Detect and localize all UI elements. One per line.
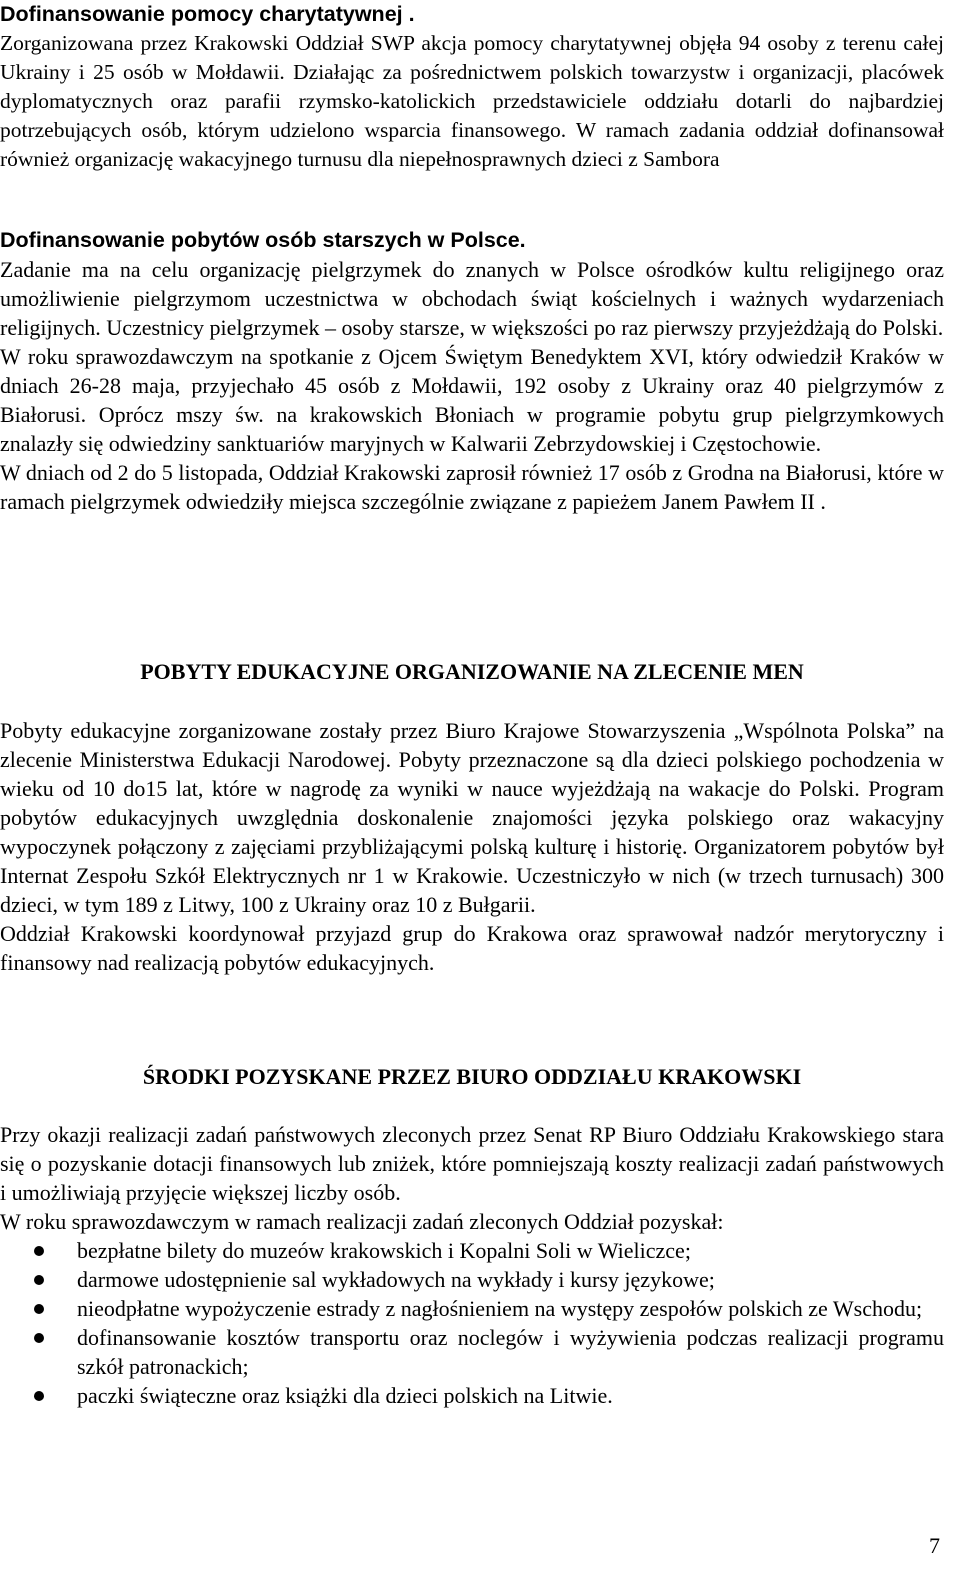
paragraph-seniors-2: W roku sprawozdawczym na spotkanie z Ojcem Świętym Benedyktem XVI, który odwiedził Kraków w dniach 26-28 maja, przyjechało 45 osób z Mołdawii, 192 osoby z Ukrainy oraz 40 pielgrzymów z Białorusi. Oprócz mszy św. na krakowskich Błoniach w programie pobytu grup pielgrzymkowych znalazły się odwiedziny sanktuariów maryjnych w Kalwarii Zebrzydowskiej i Częstochowie.	[0, 344, 944, 456]
paragraph-educational-1: Pobyty edukacyjne zorganizowane zostały przez Biuro Krajowe Stowarzyszenia „Wspólnota Polska” na zlecenie Ministerstwa Edukacji Narodowej. Pobyty przeznaczone są dla dzieci polskiego pochodzenia w wieku od 10 do15 lat, które w nagrodę za wyniki w nauce wyjeżdżają na wakacje do Polski. Program pobytów edukacyjnych uwzględnia doskonalenie znajomości języka polskiego oraz wakacyjny wypoczynek połączony z zajęciami przybliżającymi polską kulturę i historię. Organizatorem pobytów był Internat Zespołu Szkół Elektrycznych nr 1 w Krakowie. Uczestniczyło w nich (w trzech turnusach) 300 dzieci, w tym 189 z Litwy, 100 z Ukrainy oraz 10 z Bułgarii.	[0, 718, 944, 917]
heading-seniors: Dofinansowanie pobytów osób starszych w Polsce.	[0, 228, 526, 252]
bullet-icon	[34, 1391, 44, 1401]
title-educational-stays: POBYTY EDUKACYJNE ORGANIZOWANIE NA ZLECENIE MEN	[140, 659, 804, 684]
paragraph-funds-1: Przy okazji realizacji zadań państwowych zleconych przez Senat RP Biuro Oddziału Krakowskiego stara się o pozyskanie dotacji finansowych lub zniżek, które pomniejszają koszty realizacji zadań państwowych i umożliwiają przyjęcie większej liczby osób.	[0, 1122, 944, 1205]
list-item: paczki świąteczne oraz książki dla dzieci polskich na Litwie.	[0, 1381, 944, 1410]
funds-list	[0, 1236, 944, 1410]
paragraph-seniors-1: Zadanie ma na celu organizację pielgrzymek do znanych w Polsce ośrodków kultu religijnego oraz umożliwienie pielgrzymom uczestnictwa w obchodach świąt kościelnych i ważnych wydarzeniach religijnych. Uczestnicy pielgrzymek – osoby starsze, w większości po raz pierwszy przyjeżdżają do Polski.	[0, 257, 944, 340]
list-item: bezpłatne bilety do muzeów krakowskich i Kopalni Soli w Wieliczce;	[0, 1236, 944, 1265]
bullet-icon	[34, 1304, 44, 1314]
bullet-icon	[34, 1275, 44, 1285]
section-seniors-heading-wrap	[0, 226, 944, 255]
section-charity	[0, 0, 944, 174]
section-funds-body	[0, 1120, 944, 1236]
paragraph-charity: Zorganizowana przez Krakowski Oddział SWP akcja pomocy charytatywnej objęła 94 osoby z terenu całej Ukrainy i 25 osób w Mołdawii. Działając za pośrednictwem polskich towarzystw i organizacji, placówek dyplomatycznych oraz parafii rzymsko-katolickich przedstawiciele oddziału dotarli do najbardziej potrzebujących osób, którym udzielono wsparcia finansowego. W ramach zadania oddział dofinansował również organizację wakacyjnego turnusu dla niepełnosprawnych dzieci z Sambora	[0, 31, 944, 171]
paragraph-seniors-3: W dniach od 2 do 5 listopada, Oddział Krakowski zaprosił również 17 osób z Grodna na Białorusi, które w ramach pielgrzymek odwiedziły miejsca szczególnie związane z papieżem Janem Pawłem II .	[0, 460, 944, 514]
list-item: darmowe udostępnienie sal wykładowych na wykłady i kursy językowe;	[0, 1265, 944, 1294]
bullet-icon	[34, 1333, 44, 1343]
section-seniors-body	[0, 255, 944, 516]
page-number: 7	[929, 1533, 940, 1558]
list-item: nieodpłatne wypożyczenie estrady z nagłośnieniem na występy zespołów polskich ze Wschodu;	[0, 1294, 944, 1323]
paragraph-funds-2: W roku sprawozdawczym w ramach realizacji zadań zleconych Oddział pozyskał:	[0, 1209, 724, 1234]
title-funds-obtained: ŚRODKI POZYSKANE PRZEZ BIURO ODDZIAŁU KRAKOWSKI	[142, 1064, 802, 1089]
bullet-icon	[34, 1246, 44, 1256]
section-educational-body	[0, 716, 944, 977]
heading-charity: Dofinansowanie pomocy charytatywnej .	[0, 2, 415, 26]
paragraph-educational-2: Oddział Krakowski koordynował przyjazd grup do Krakowa oraz sprawował nadzór merytoryczny i finansowy nad realizacją pobytów edukacyjnych.	[0, 921, 944, 975]
list-item: dofinansowanie kosztów transportu oraz noclegów i wyżywienia podczas realizacji programu szkół patronackich;	[0, 1323, 944, 1381]
